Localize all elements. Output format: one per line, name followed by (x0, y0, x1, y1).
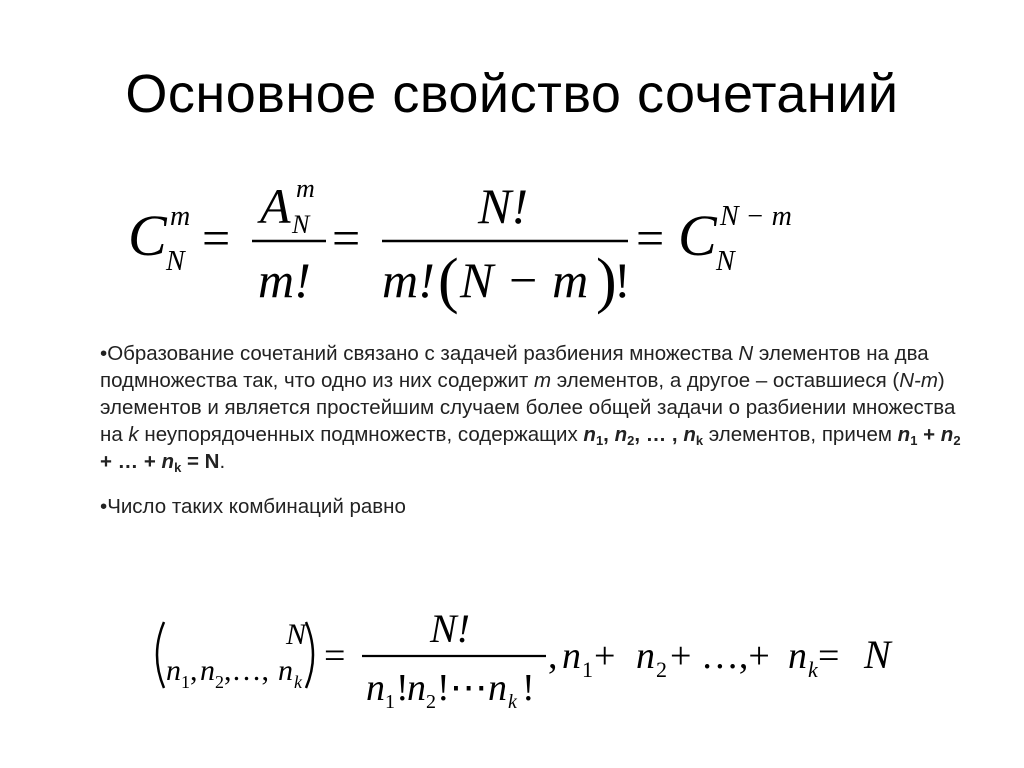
bottom-n1: n (166, 654, 181, 687)
paragraph2-text: Число таких комбинаций равно (107, 495, 406, 518)
tail-plus-1: + (594, 635, 616, 677)
denominator-factorial: ! (614, 252, 631, 308)
eq-equals-N: = N (181, 450, 220, 473)
tail-N: N (864, 632, 891, 677)
superscript-m: m (170, 201, 191, 232)
paragraph1-text-6: элементов, причем (703, 423, 898, 446)
eq-sub-1: 1 (910, 433, 918, 448)
comma-1: , (603, 423, 615, 446)
equals-sign-3: = (636, 210, 665, 266)
paragraph1-text-2: элементов на два подмножества так, что одно из них содержит (100, 342, 929, 392)
ellipsis-1: , … , (634, 423, 684, 446)
eq-sub-k: k (174, 460, 182, 475)
paragraph1-text-4: ) элементов и является простейшим случаем более общей задачи о разбиении множества на (100, 369, 956, 446)
den-fact-k: ! (522, 667, 535, 709)
multinomial-top-N: N (286, 618, 307, 651)
tail-comma: , (548, 635, 558, 677)
denominator-N-minus-m: N − m (460, 252, 589, 308)
formula-combinations-property (120, 175, 820, 325)
den-nk: n (488, 667, 507, 709)
den-fact-1: ! (396, 667, 409, 709)
variable-N: N (738, 342, 754, 365)
tail-equals: = (818, 635, 840, 677)
tail-n2: n (636, 635, 655, 677)
formula-combinations-svg (120, 175, 820, 325)
C2-superscript: N − m (720, 201, 792, 232)
paragraph1-text-1: Образование сочетаний связано с задачей разбиения множества (107, 342, 739, 365)
eq-plus-1: + (917, 423, 941, 446)
eq-sub-2: 2 (953, 433, 961, 448)
symbol-A: A (260, 178, 291, 234)
equals-sign-2: = (332, 210, 361, 266)
tail-plus-2: + …,+ (670, 635, 770, 677)
numerator-N-factorial: N! (478, 178, 528, 234)
variable-k: k (128, 423, 139, 446)
bottom-n2: n (200, 654, 215, 687)
den-sub-k: k (508, 691, 517, 713)
bullet-1: • (100, 342, 108, 365)
bottom-dots: ,…, (224, 654, 269, 687)
bottom-comma-1: , (190, 654, 198, 687)
paragraph1-text-3: элементов, а другое – оставшиеся ( (551, 369, 900, 392)
C2-subscript-N: N (716, 246, 735, 277)
paragraph1-period: . (219, 450, 226, 473)
formula-multinomial (148, 600, 928, 720)
big-paren-close (306, 622, 313, 688)
variable-m: m (534, 369, 552, 392)
paren-close: ) (596, 247, 617, 315)
A-subscript-N: N (292, 210, 310, 239)
variable-N-minus-m: N-m (899, 369, 938, 392)
body-text (100, 340, 970, 520)
paragraph-partition (100, 340, 970, 475)
sub-k: k (695, 433, 704, 448)
tail-sub-1: 1 (582, 657, 593, 682)
eq-n2: n (940, 423, 954, 446)
den-mid: !⋯ (437, 667, 488, 709)
variable-nk: n (683, 423, 696, 446)
den-n2: n (407, 667, 426, 709)
sub-2: 2 (627, 433, 635, 448)
bullet-2: • (100, 495, 108, 518)
denominator-m-factorial-2: m! (382, 252, 435, 308)
sub-1: 1 (595, 433, 604, 448)
denominator-m-factorial: m! (258, 252, 311, 308)
eq-plus-2: + … + (100, 450, 162, 473)
tail-nk: n (788, 635, 807, 677)
bottom-nk: n (278, 654, 293, 687)
variable-n2: n (614, 423, 628, 446)
paragraph-count (100, 493, 970, 520)
eq-nk: n (161, 450, 175, 473)
tail-sub-2: 2 (656, 657, 667, 682)
slide-title: Основное свойство сочетаний (125, 64, 899, 124)
formula-multinomial-svg (148, 600, 928, 720)
A-superscript-m: m (296, 175, 315, 203)
symbol-C: C (128, 203, 167, 268)
tail-sub-k: k (808, 657, 818, 682)
multinomial-numerator: N! (430, 606, 470, 651)
bottom-sub-1: 1 (181, 672, 190, 692)
den-sub-1: 1 (385, 691, 395, 713)
symbol-C-2: C (678, 203, 717, 268)
bottom-sub-2: 2 (215, 672, 224, 692)
den-n1: n (366, 667, 385, 709)
multinomial-equals: = (324, 635, 346, 677)
equals-sign-1: = (202, 210, 231, 266)
den-sub-2: 2 (426, 691, 436, 713)
subscript-N: N (166, 246, 185, 277)
eq-n1: n (897, 423, 911, 446)
bottom-sub-k: k (294, 672, 302, 692)
variable-n1: n (583, 423, 596, 446)
paragraph1-text-5: неупорядоченных подмножеств, содержащих (138, 423, 584, 446)
paren-open: ( (438, 247, 459, 315)
big-paren-open (157, 622, 164, 688)
tail-n1: n (562, 635, 581, 677)
